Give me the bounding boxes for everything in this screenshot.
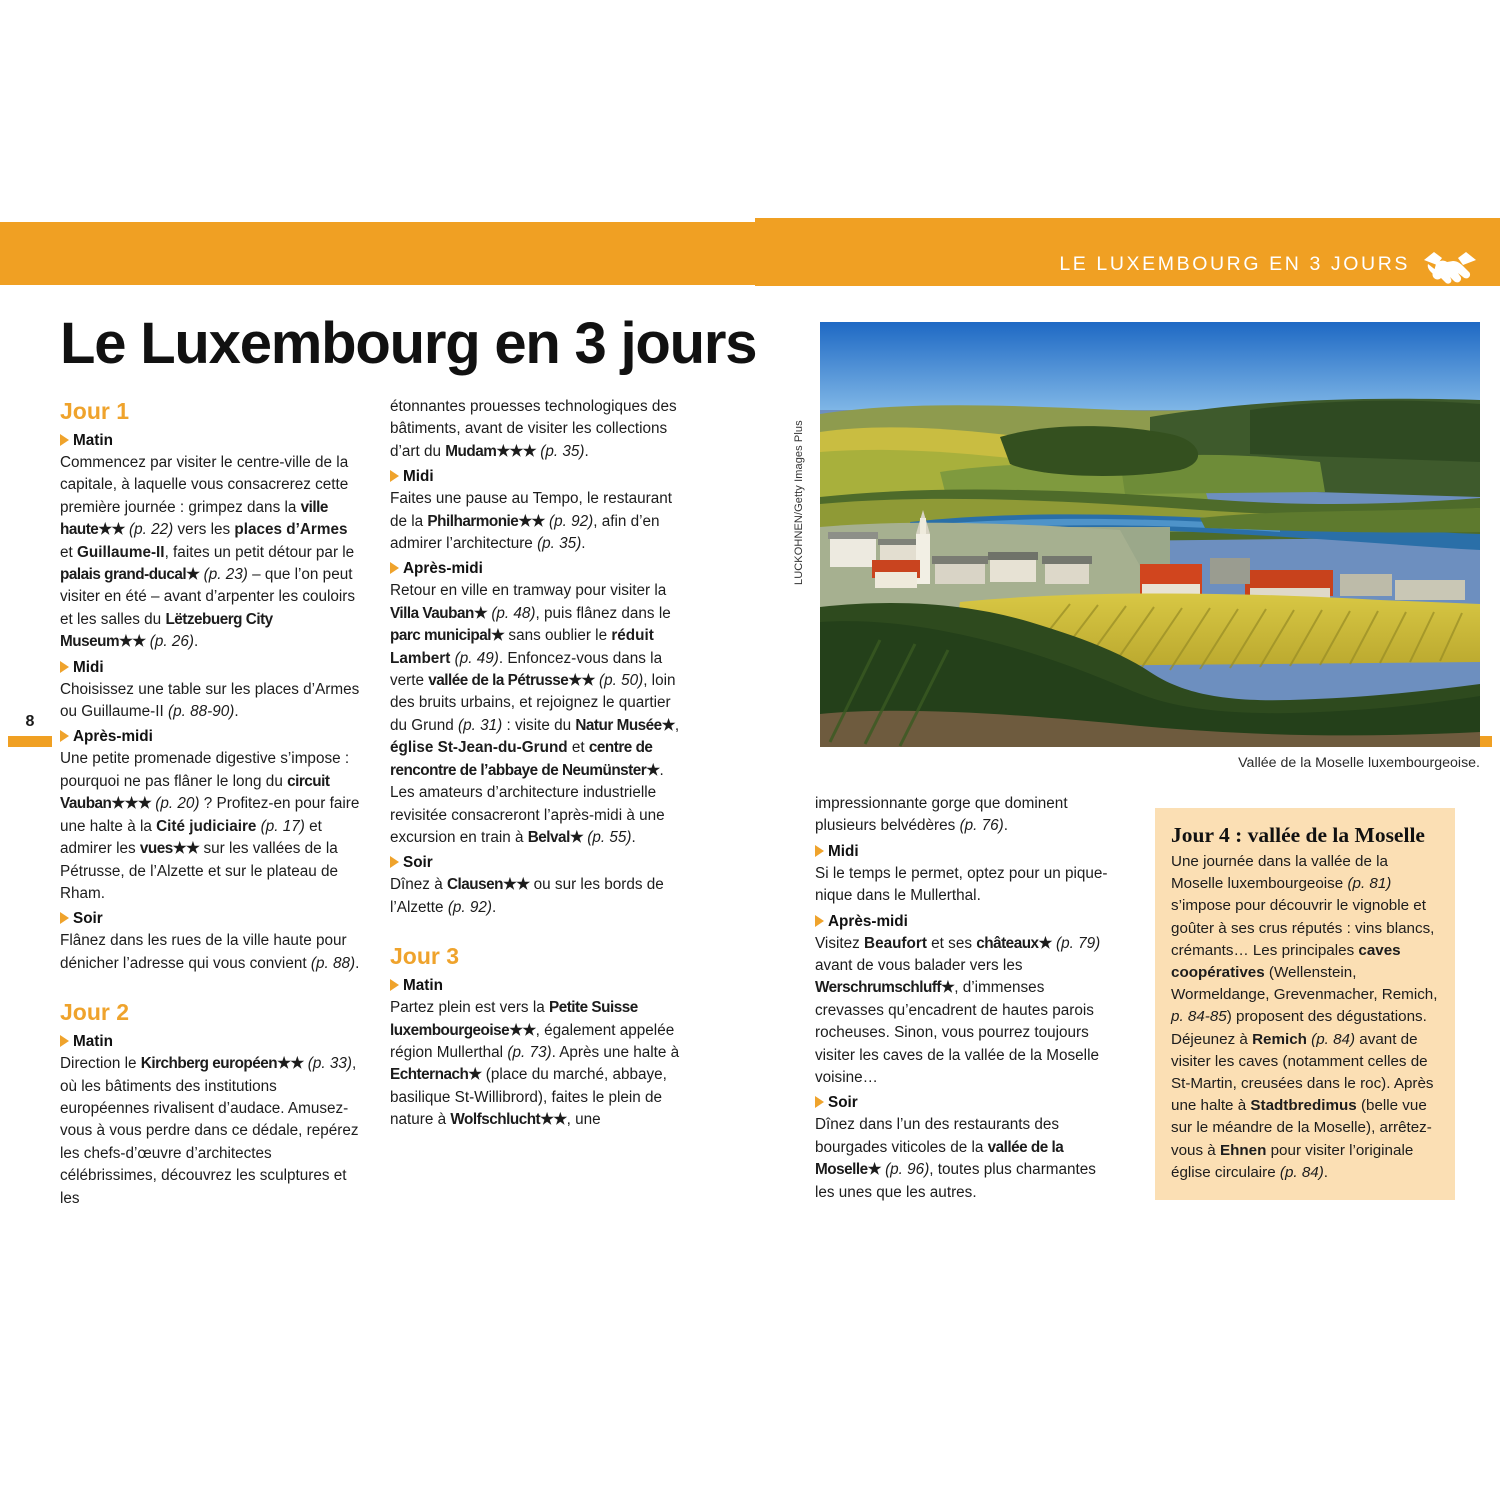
text-run: avant de vous balader vers les (815, 957, 1023, 975)
text-run: Une petite promenade digestive s’impose : pourquoi ne pas flâner le long du (60, 750, 350, 790)
paragraph-jour3-apres-midi (815, 933, 1115, 1090)
text-column-3 (815, 793, 1115, 1204)
text-run: Faites une pause au Tempo, le restaurant de la (390, 490, 673, 530)
text-run: Retour en ville en tramway pour visiter la (390, 582, 667, 600)
poi-stadtbredimus: Stadtbredimus (1250, 1097, 1357, 1115)
handshake-icon (1420, 244, 1480, 288)
poi-petite-suisse-luxembourgeoise: Petite Suisse luxembourgeoise★★ (390, 999, 638, 1039)
text-run: , puis flânez dans le (535, 604, 671, 622)
poi-remich: Remich (1252, 1030, 1307, 1048)
page-ref: (p. 84) (1311, 1030, 1356, 1048)
poi-cite-judiciaire: Cité judiciaire (156, 817, 257, 835)
paragraph-jour3-matin (390, 997, 690, 1131)
poi-philharmonie: Philharmonie★★ (427, 512, 545, 530)
poi-natur-musee: Natur Musée★ (575, 716, 675, 734)
text-run: ) proposent des dégustations. Déjeunez à (1171, 1008, 1427, 1048)
poi-parc-municipal: parc municipal★ (390, 627, 505, 645)
text-run: et (567, 739, 589, 757)
text-run: . (581, 535, 586, 553)
text-run: Partez plein est vers la (390, 999, 549, 1017)
text-run: , (674, 716, 680, 734)
poi-mudam: Mudam★★★ (445, 442, 536, 460)
slot-label-apres-midi: Après-midi (60, 725, 360, 748)
page-ref: (p. 96) (885, 1161, 930, 1179)
text-run: , une (566, 1111, 601, 1129)
day-heading-jour-2: Jour 2 (60, 999, 130, 1026)
poi-palais-grand-ducal: palais grand-ducal★ (60, 566, 200, 584)
poi-vallee-de-la-moselle: vallée de la Moselle★ (815, 1138, 1064, 1179)
text-run: . (1323, 1163, 1329, 1181)
text-run: Commencez par visiter le centre-ville de la capitale, à laquelle vous consacrerez cette première journée : grimpez dans la (60, 454, 349, 516)
text-run: et ses (926, 934, 977, 952)
paragraph-jour2-apres-midi (390, 580, 690, 849)
text-run: , d’immenses crevasses qu’encadrent de hautes parois rocheuses. Sinon, vous pourrez toujours visiter les caves de la vallée de la Moselle voisine… (815, 979, 1099, 1087)
slot-label-apres-midi-jour3: Après-midi (815, 910, 1115, 933)
poi-chateaux: châteaux★ (976, 934, 1052, 952)
page-ref: (p. 17) (260, 817, 305, 835)
poi-guillaume-ii: Guillaume-II (77, 543, 165, 561)
day-heading-jour-1: Jour 1 (60, 398, 130, 424)
sidebar-box-body (1171, 851, 1439, 1184)
page-ref: (p. 26) (149, 633, 194, 651)
text-run: . (234, 703, 239, 721)
poi-clausen: Clausen★★ (446, 876, 530, 894)
text-run: sur les vallées de la Pétrusse, de l’Alzette et sur le plateau de Rham. (60, 840, 339, 902)
page-number-left-value: 8 (25, 713, 35, 730)
page-title: Le Luxembourg en 3 jours (60, 311, 757, 376)
slot-label-soir-jour2: Soir (390, 851, 690, 874)
text-run: : visite du (502, 716, 576, 734)
page-ref: (p. 76) (959, 817, 1004, 835)
text-column-1 (60, 396, 360, 1210)
poi-reduit-lambert: réduit Lambert (390, 627, 654, 667)
text-run: Direction le (60, 1055, 141, 1073)
page-ref: (p. 31) (458, 716, 503, 734)
page-ref: (p. 88) (310, 954, 356, 972)
text-run: Dînez dans l’un des restaurants des bourgades viticoles de la (815, 1116, 1060, 1156)
poi-abbaye-de-neumunster: centre de rencontre de l’abbaye de Neumünster★ (390, 739, 660, 779)
poi-villa-vauban: Villa Vauban★ (390, 604, 488, 622)
text-run: et admirer les (60, 817, 322, 858)
paragraph-jour3-soir (815, 1114, 1115, 1204)
text-run: , toutes plus charmantes les unes que les autres. (815, 1161, 1096, 1201)
slot-label-matin: Matin (60, 429, 360, 452)
text-run: , afin d’en admirer l’architecture (390, 512, 660, 553)
paragraph-jour2-midi (390, 488, 690, 555)
text-run: . (631, 828, 636, 846)
poi-ville-haute: ville haute★★ (60, 498, 328, 539)
text-run: – que l’on peut visiter en été – avant d’arpenter les couloirs et les salles du (60, 566, 356, 628)
poi-vallee-de-la-petrusse: vallée de la Pétrusse★★ (428, 672, 595, 690)
slot-label-soir: Soir (60, 907, 360, 930)
text-run: Si le temps le permet, optez pour un pique-nique dans le Mullerthal. (815, 864, 1108, 905)
text-run: . (193, 633, 199, 651)
text-run: , également appelée région Mullerthal (390, 1021, 675, 1061)
poi-places-darmes: places d’Armes (234, 521, 348, 539)
text-run: impressionnante gorge que dominent plusieurs belvédères (815, 795, 1068, 835)
poi-eglise-st-jean-du-grund: église St-Jean-du-Grund (390, 739, 568, 757)
page-number-left (8, 712, 52, 747)
poi-werschrumschluff: Werschrumschluff★ (815, 979, 955, 997)
page-ref: (p. 81) (1347, 875, 1392, 893)
text-run: , loin des bruits urbains, et rejoignez le quartier du Grund (390, 672, 676, 734)
text-run: et (60, 543, 78, 561)
page-ref: (p. 20) (155, 795, 200, 813)
page-ref: (p. 73) (507, 1043, 552, 1061)
page-ref: (p. 33) (307, 1055, 353, 1073)
page-ref: (p. 92) (447, 898, 493, 916)
paragraph-jour2-matin (60, 1053, 360, 1210)
text-run: (place du marché, abbaye, basilique St-Willibrord), faites le plein de nature à (390, 1066, 667, 1129)
photo-caption: Vallée de la Moselle luxembourgeoise. (1238, 755, 1480, 771)
page-ref: p. 84-85 (1171, 1008, 1227, 1026)
text-run: Flânez dans les rues de la ville haute pour dénicher l’adresse qui vous convient (60, 932, 347, 972)
poi-caves-cooperatives: caves coopératives (1171, 941, 1401, 982)
page-ref: (p. 88-90) (167, 703, 235, 721)
poi-ehnen: Ehnen (1219, 1141, 1267, 1159)
page-ref: (p. 79) (1056, 934, 1101, 952)
text-run: Une journée dans la vallée de la Moselle luxembourgeoise (1171, 853, 1388, 893)
slot-label-midi-jour2: Midi (390, 465, 690, 488)
text-run: , faites un petit détour par le (164, 543, 355, 561)
slot-label-matin-jour2: Matin (60, 1030, 360, 1053)
poi-belval: Belval★ (527, 828, 584, 846)
text-column-2 (390, 396, 690, 1132)
poi-kirchberg-europeen: Kirchberg européen★★ (140, 1055, 304, 1073)
page-ref: (p. 35) (537, 535, 582, 553)
text-run: s’impose pour découvrir le vignoble et goûter à ses crus réputés : vins blancs, crémants… Les principales (1171, 897, 1435, 959)
text-run: (Wellenstein, Wormeldange, Grevenmacher, Remich, (1171, 964, 1438, 1004)
text-run: (belle vue sur le méandre de la Moselle), arrêtez-vous à (1171, 1097, 1432, 1159)
poi-circuit-vauban: circuit Vauban★★★ (60, 772, 330, 813)
page-ref: (p. 55) (587, 828, 632, 846)
paragraph-jour3-midi (815, 863, 1115, 908)
page-ref: (p. 48) (491, 604, 536, 622)
slot-label-matin-jour3: Matin (390, 974, 690, 997)
text-run: ? Profitez-en pour faire une halte à la (60, 795, 360, 835)
text-run: . (355, 954, 360, 972)
text-run: Dînez à (390, 876, 447, 894)
text-run: ou sur les bords de l’Alzette (390, 876, 664, 916)
page-ref: (p. 49) (454, 649, 499, 667)
poi-wolfschlucht: Wolfschlucht★★ (450, 1111, 567, 1129)
poi-letzebuerg-city-museum: Lëtzebuerg City Museum★★ (60, 610, 273, 651)
text-run: pour visiter l’originale église circulaire (1171, 1141, 1414, 1181)
text-run: étonnantes prouesses technologiques des bâtiments, avant de visiter les collections d’art du (390, 398, 677, 460)
poi-vues: vues★★ (139, 840, 200, 858)
text-run: . (584, 442, 589, 460)
text-run: . Les amateurs d’architecture industrielle revisitée consacreront l’après-midi à une excursion en train à (390, 761, 665, 846)
poi-echternach: Echternach★ (390, 1066, 482, 1084)
text-run: . (492, 898, 497, 916)
text-run: sans oublier le (504, 627, 612, 645)
paragraph-jour1-soir (60, 930, 360, 975)
text-run: avant de visiter les caves (notamment celles de St-Martin, creusées dans le roc). Après une halte à (1171, 1030, 1434, 1115)
paragraph-jour3-matin-cont (815, 793, 1115, 838)
text-run: . Enfoncez-vous dans la verte (390, 649, 663, 690)
poi-beaufort: Beaufort (864, 934, 927, 952)
text-run: Visitez (815, 934, 865, 952)
page-ref: (p. 22) (128, 521, 174, 539)
slot-label-midi: Midi (60, 656, 360, 679)
page-ref: (p. 35) (540, 442, 585, 460)
slot-label-soir-jour3: Soir (815, 1091, 1115, 1114)
paragraph-jour1-matin (60, 452, 360, 654)
page-ref: (p. 84) (1279, 1163, 1324, 1181)
text-run: vers les (173, 521, 235, 539)
page-ref: (p. 23) (203, 566, 248, 584)
slot-label-midi-jour3: Midi (815, 840, 1115, 863)
paragraph-jour1-midi (60, 679, 360, 724)
photo-moselle-valley (820, 322, 1480, 747)
text-run: . (1003, 817, 1009, 835)
paragraph-jour2-matin-cont (390, 396, 690, 463)
slot-label-apres-midi-jour2: Après-midi (390, 557, 690, 580)
text-run: . Après une halte à (551, 1043, 680, 1061)
page-ref: (p. 92) (549, 512, 594, 530)
text-run: Choisissez une table sur les places d’Armes ou Guillaume-II (60, 680, 360, 721)
day-heading-jour-3: Jour 3 (390, 943, 460, 970)
banner-left-half (0, 222, 757, 285)
running-head-title: LE LUXEMBOURG EN 3 JOURS (1059, 253, 1410, 275)
sidebar-box-title: Jour 4 : vallée de la Moselle (1171, 823, 1425, 847)
sidebar-box-jour-4 (1155, 808, 1455, 1200)
photo-credit: LUCKOHNEN/Getty Images Plus (793, 420, 805, 585)
paragraph-jour2-soir (390, 874, 690, 919)
page-ref: (p. 50) (598, 672, 644, 690)
paragraph-jour1-apres-midi (60, 748, 360, 905)
page-number-rule (8, 736, 52, 747)
text-run: , où les bâtiments des institutions européennes rivalisent d’audace. Amusez-vous à vous perdre dans ce dédale, repérez les chefs-d’œuvre d’architectes célébrissimes, découvrez les sculptures et les (60, 1055, 359, 1207)
